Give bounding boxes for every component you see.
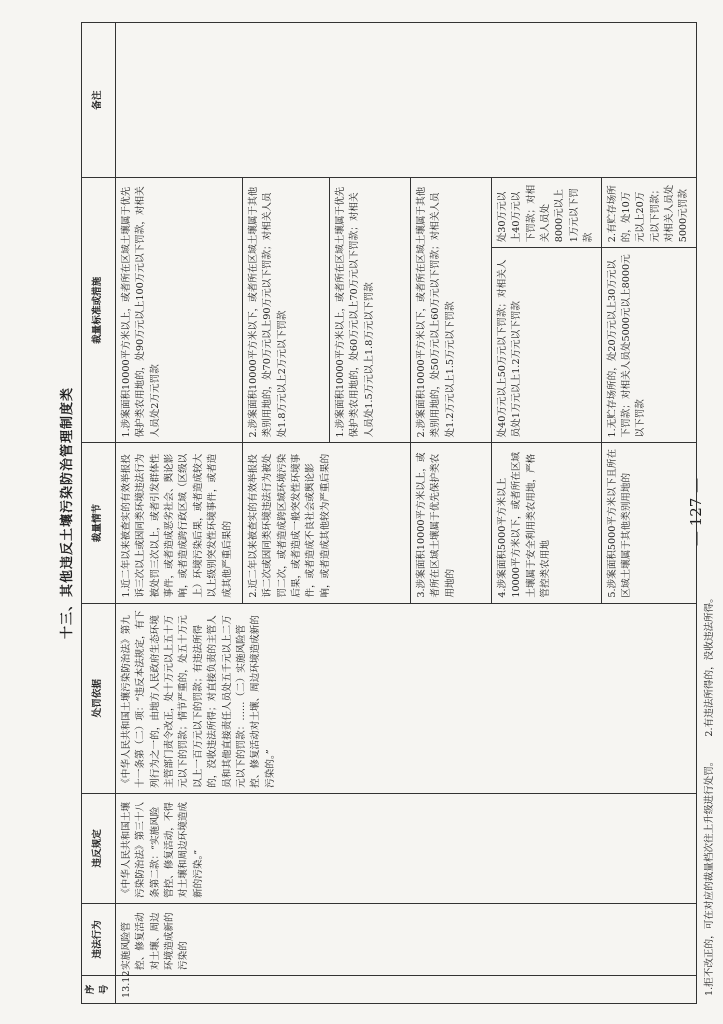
- measure-cell: 处30万元以上40万元以下罚款；对相关人员处8000元以上1万元以下罚款: [491, 178, 601, 248]
- circumstance-cell: 1.近二年以来被查实的有效举报投诉三次以上或因同类环境违法行为被处罚三次以上，或者引发群体性事件，或者造成恶劣社会、舆论影响，或者造成跨行政区域（区级以上）环境污染后果，或者造成较大以上级别突发性环境事件，或者造成其他严重后果的: [115, 443, 242, 603]
- circumstance-cell: 2.近二年以来被查实的有效举报投诉二次或因同类环境违法行为被处罚二次，或者造成跨区域环境污染后果，或者造成一般突发性环境事件，或者造成不良社会或舆论影响，或者造成其他较为严重后果的: [242, 443, 410, 603]
- seq-cell: 13.12: [115, 975, 696, 1003]
- header-measures: 裁量标准或措施: [82, 178, 116, 443]
- circumstance-cell: 5.涉案面积5000平方米以下且所在区域土壤属于其他类别用地的: [601, 443, 696, 603]
- header-seq: 序号: [82, 975, 116, 1003]
- measure-cell: 2.涉案面积10000平方米以下，或者所在区域土壤属于其他类别用地的，处70万元以上90万元以下罚款；对相关人员处1.8万元以上2万元以下罚款: [242, 178, 329, 443]
- penalty-basis-cell: 《中华人民共和国土壤污染防治法》第九十一条第（二）项：“违反本法规定，有下列行为之一的，由地方人民政府生态环境主管部门责令改正，处十万元以上五十万元以下的罚款；情节严重的，处五十万元以上一百万元以下的罚款；有违法所得的，没收违法所得；对直接负责的主管人员和其他直接责任人员处五千元以上二万元以下的罚款：……（二）实施风险管控、修复活动对土壤、周边环境造成新的污染的。”: [115, 603, 696, 793]
- note-cell-empty: [115, 23, 696, 178]
- page-number: — 127 —: [687, 477, 705, 547]
- note-item: 2.有违法所得的，没收违法所得。: [703, 593, 715, 737]
- table-row: [115, 23, 242, 1004]
- header-act: 违法行为: [82, 903, 116, 975]
- measure-cell: 2.有贮存场所的，处10万元以上20万元以下罚款；对相关人员处5000元罚款: [601, 178, 696, 248]
- note-item: 1.拒不改正的，可在对应的裁量档次往上升级进行处罚。: [703, 756, 715, 996]
- header-row: [82, 23, 116, 1004]
- measure-cell: 1.涉案面积10000平方米以上，或者所在区域土壤属于优先保护类农用地的，处60万元以上70万元以下罚款；对相关人员处1.5万元以上1.8万元以下罚款: [329, 178, 410, 443]
- measure-cell: 1.涉案面积10000平方米以上，或者所在区域土壤属于优先保护类农用地的，处90万元以上100万元以下罚款，对相关人员处2万元罚款: [115, 178, 242, 443]
- header-rule: 违反规定: [82, 793, 116, 903]
- regulation-table: [81, 22, 697, 1004]
- measure-cell: 处40万元以上50万元以下罚款；对相关人员处1万元以上1.2万元以下罚款: [491, 248, 601, 443]
- header-note: 备注: [82, 23, 116, 178]
- section-title: 十三、其他违反土壤污染防治管理制度类: [60, 387, 75, 640]
- header-circumstances: 裁量情节: [82, 443, 116, 603]
- measure-cell: 2.涉案面积10000平方米以下，或者所在区域土壤属于其他类别用地的，处50万元以上60万元以下罚款；对相关人员处1.2万元以上1.5万元以下罚款: [410, 178, 491, 443]
- violated-rule-cell: 《中华人民共和国土壤污染防治法》第三十八条第二款：“实施风险管控、修复活动，不得对土壤和周边环境造成新的污染。”: [115, 793, 696, 903]
- notes-block: [697, 22, 723, 1004]
- header-basis: 处罚依据: [82, 603, 116, 793]
- circumstance-cell: 4.涉案面积5000平方米以上10000平方米以下，或者所在区域土壤属于安全利用类农用地，严格管控类农用地: [491, 443, 601, 603]
- circumstance-cell: 3.涉案面积10000平方米以上，或者所在区域土壤属于优先保护类农用地的: [410, 443, 491, 603]
- measure-cell: 1.无贮存场所的，处20万元以上30万元以下罚款；对相关人员处5000元以上8000元以下罚款: [601, 248, 696, 443]
- violation-cell: 实施风险管控、修复活动对土壤、周边环境造成新的污染的: [115, 903, 696, 975]
